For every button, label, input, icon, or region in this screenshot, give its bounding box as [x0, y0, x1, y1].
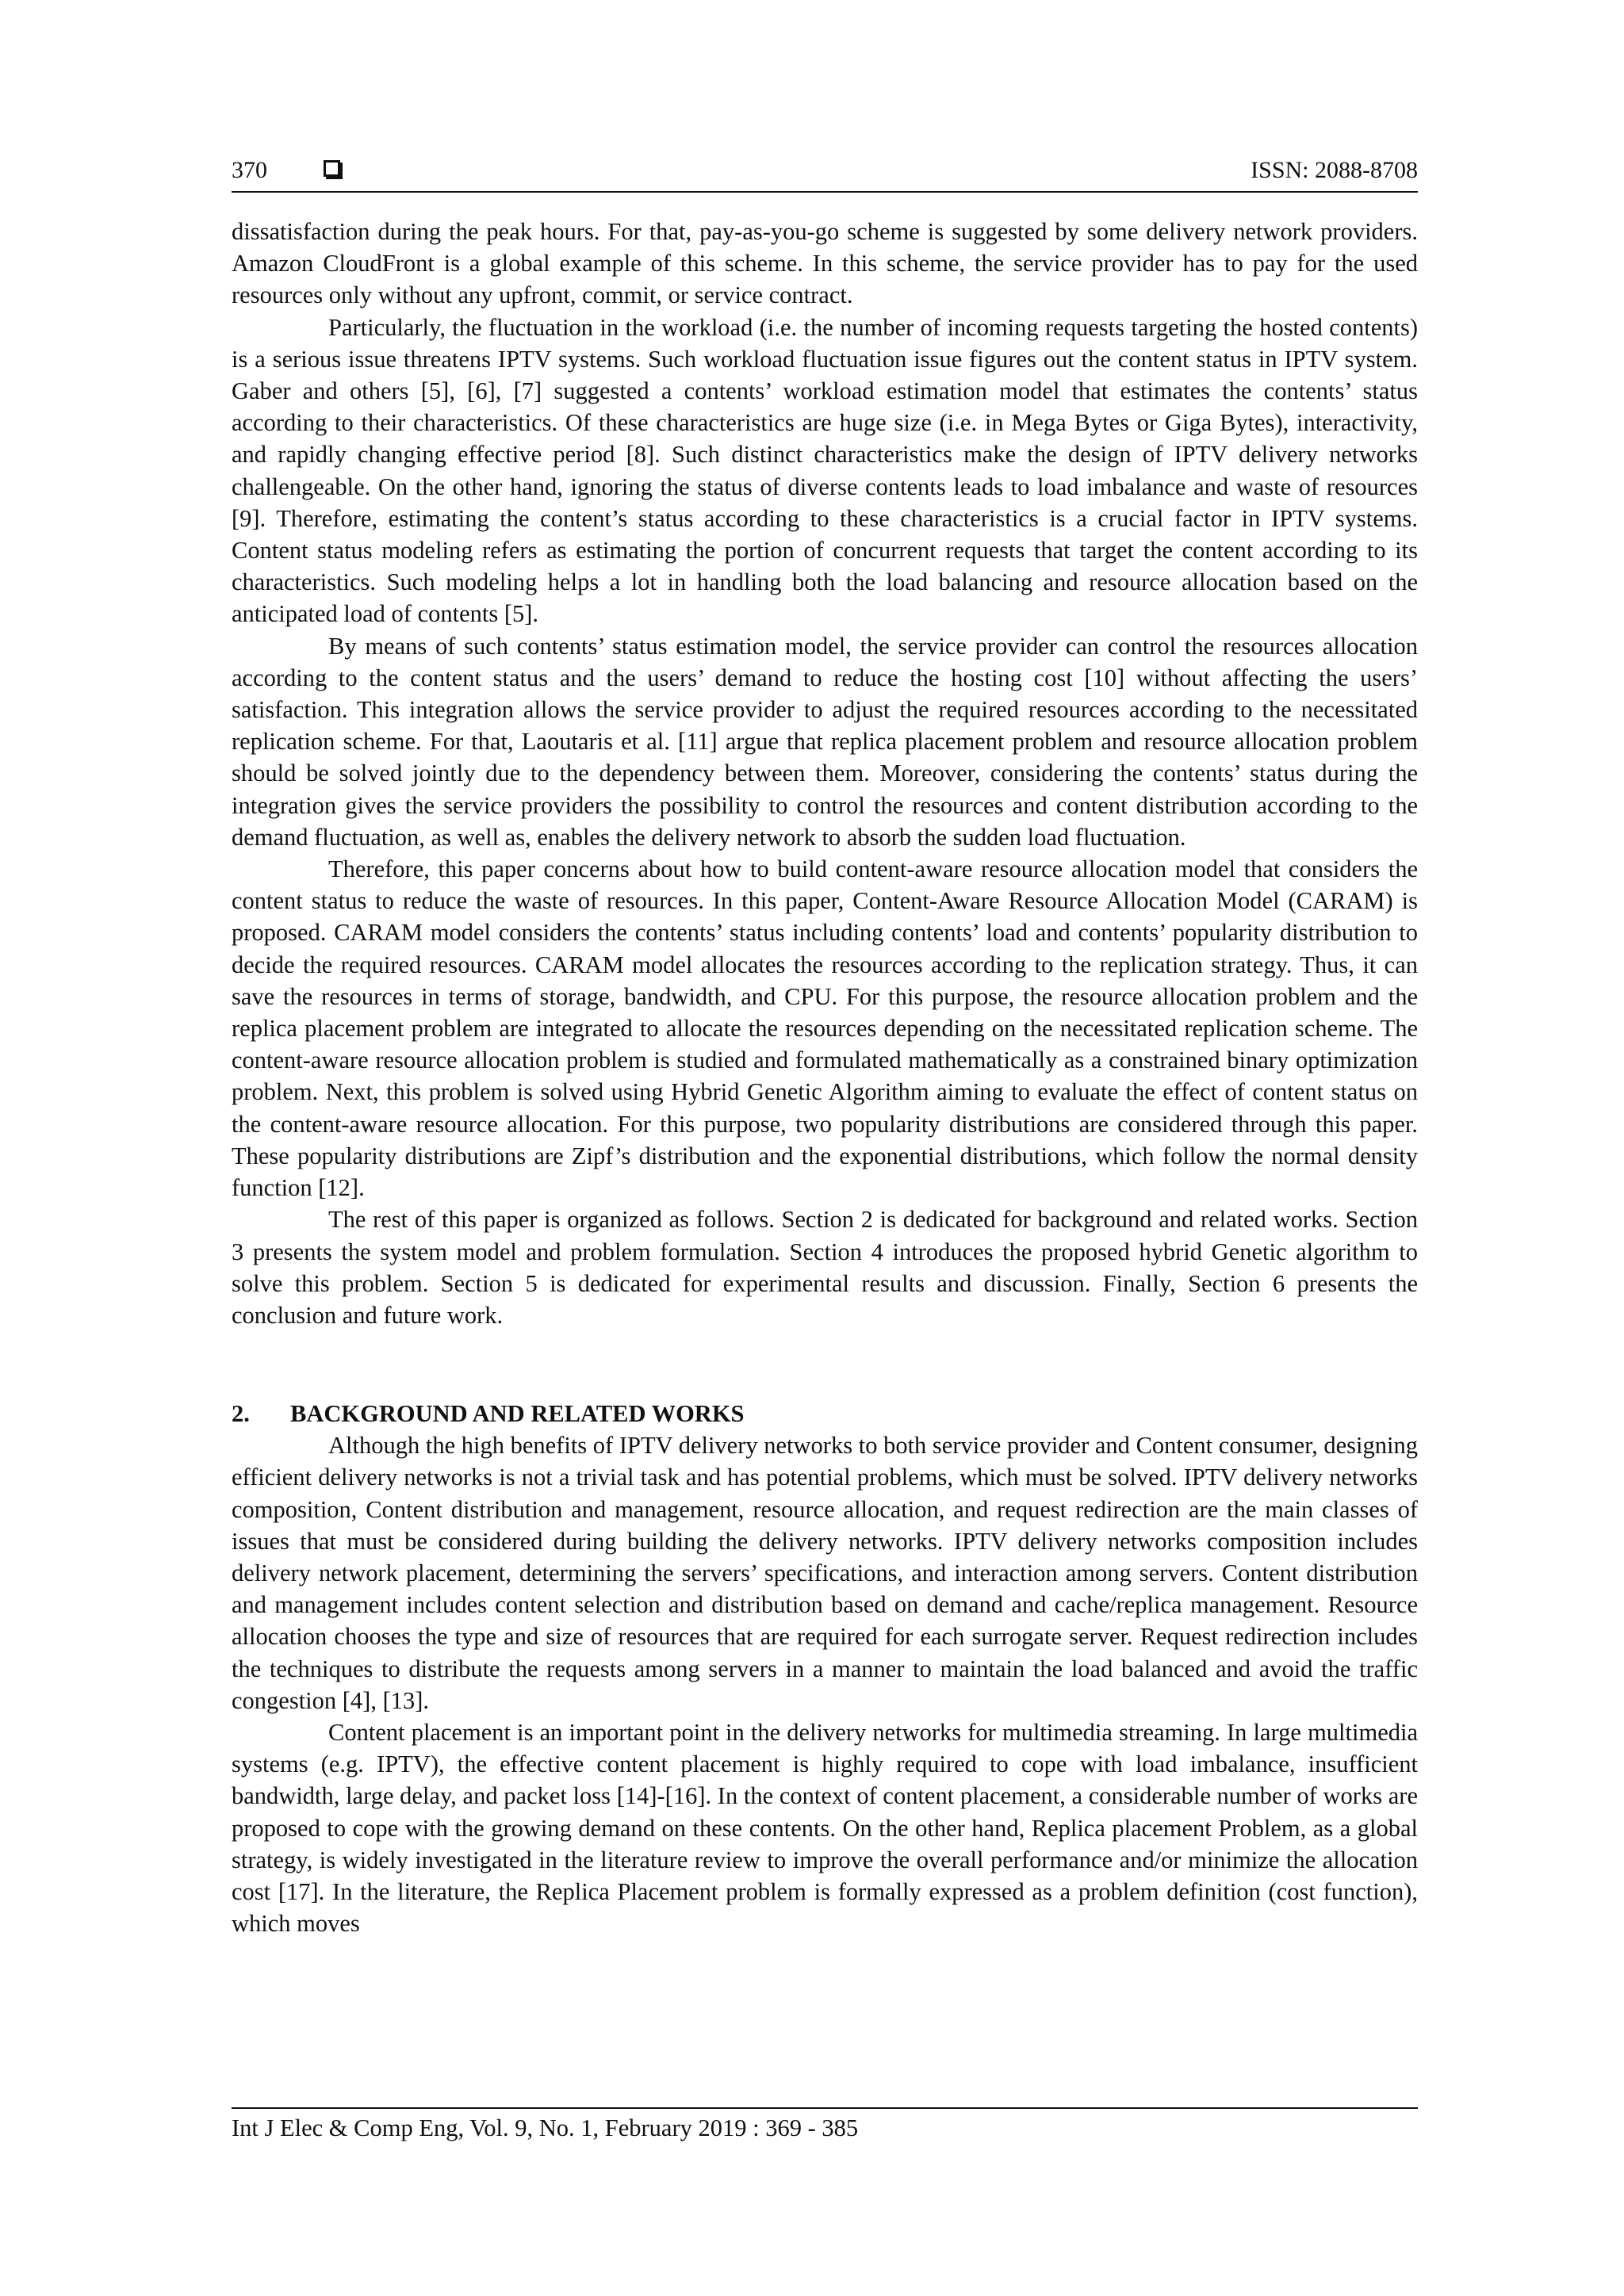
section-heading	[232, 1398, 1418, 1429]
paragraph: Content placement is an important point in the delivery networks for multimedia streaming. In large multimedia systems (e.g. IPTV), the effective content placement is highly required to cope with load imbalance, insufficient bandwidth, large delay, and packet loss [14]-[16]. In the context of content placement, a considerable number of works are proposed to cope with the growing demand on these contents. On the other hand, Replica placement Problem, as a global strategy, is widely investigated in the literature review to improve the overall performance and/or minimize the allocation cost [17]. In the literature, the Replica Placement problem is formally expressed as a problem definition (cost function), which moves	[232, 1718, 1418, 1938]
page-header	[232, 155, 1418, 189]
section-title: BACKGROUND AND RELATED WORKS	[290, 1400, 745, 1428]
section-number: 2.	[232, 1400, 250, 1428]
paragraph: The rest of this paper is organized as follows. Section 2 is dedicated for background and related works. Section 3 presents the system model and problem formulation. Section 4 introduces the proposed hybrid Genetic algorithm to solve this problem. Section 5 is dedicated for experimental results and discussion. Finally, Section 6 presents the conclusion and future work.	[232, 1206, 1418, 1329]
paragraph: Therefore, this paper concerns about how to build content-aware resource allocation model that considers the content status to reduce the waste of resources. In this paper, Content-Aware Resource Allocation Model (CARAM) is proposed. CARAM model considers the contents’ status including contents’ load and contents’ popularity distribution to decide the required resources. CARAM model allocates the resources according to the replication strategy. Thus, it can save the resources in terms of storage, bandwidth, and CPU. For this purpose, the resource allocation problem and the replica placement problem are integrated to allocate the resources depending on the necessitated replication scheme. The content-aware resource allocation problem is studied and formulated mathematically as a constrained binary optimization problem. Next, this problem is solved using Hybrid Genetic Algorithm aiming to evaluate the effect of content status on the content-aware resource allocation. For this purpose, two popularity distributions are considered through this paper. These popularity distributions are Zipf’s distribution and the exponential distributions, which follow the normal density function [12].	[232, 855, 1418, 1202]
page-footer	[232, 2112, 1418, 2144]
paragraph: dissatisfaction during the peak hours. For that, pay-as-you-go scheme is suggested by some delivery network providers. Amazon CloudFront is a global example of this scheme. In this scheme, the service provider has to pay for the used resources only without any upfront, commit, or service contract.	[232, 218, 1418, 309]
issn: ISSN: 2088-8708	[1251, 157, 1418, 183]
square-icon	[324, 160, 340, 177]
article-body	[232, 216, 1418, 1939]
paragraph: By means of such contents’ status estimation model, the service provider can control the resources allocation according to the content status and the users’ demand to reduce the hosting cost [10] without affecting the users’ satisfaction. This integration allows the service provider to adjust the required resources according to the necessitated replication scheme. For that, Laoutaris et al. [11] argue that replica placement problem and resource allocation problem should be solved jointly due to the dependency between them. Moreover, considering the contents’ status during the integration gives the service providers the possibility to control the resources and content distribution according to the demand fluctuation, as well as, enables the delivery network to absorb the sudden load fluctuation.	[232, 632, 1418, 851]
footer-rule	[232, 2107, 1418, 2109]
page-number: 370	[232, 157, 267, 183]
paragraph: Particularly, the fluctuation in the workload (i.e. the number of incoming requests targeting the hosted contents) is a serious issue threatens IPTV systems. Such workload fluctuation issue figures out the content status in IPTV system. Gaber and others [5], [6], [7] suggested a contents’ workload estimation model that estimates the contents’ status according to their characteristics. Of these characteristics are huge size (i.e. in Mega Bytes or Giga Bytes), interactivity, and rapidly changing effective period [8]. Such distinct characteristics make the design of IPTV delivery networks challengeable. On the other hand, ignoring the status of diverse contents leads to load imbalance and waste of resources [9]. Therefore, estimating the content’s status according to these characteristics is a crucial factor in IPTV systems. Content status modeling refers as estimating the portion of concurrent requests that target the content according to its characteristics. Such modeling helps a lot in handling both the load balancing and resource allocation based on the anticipated load of contents [5].	[232, 313, 1418, 628]
paragraph: Although the high benefits of IPTV delivery networks to both service provider and Content consumer, designing efficient delivery networks is not a trivial task and has potential problems, which must be solved. IPTV delivery networks composition, Content distribution and management, resource allocation, and request redirection are the main classes of issues that must be considered during building the delivery networks. IPTV delivery networks composition includes delivery network placement, determining the servers’ specifications, and interaction among servers. Content distribution and management includes content selection and distribution based on demand and cache/replica management. Resource allocation chooses the type and size of resources that are required for each surrogate server. Request redirection includes the techniques to distribute the requests among servers in a manner to maintain the load balanced and avoid the traffic congestion [4], [13].	[232, 1432, 1418, 1714]
journal-citation: Int J Elec & Comp Eng, Vol. 9, No. 1, February 2019 : 369 - 385	[232, 2114, 859, 2141]
header-rule	[232, 191, 1418, 193]
